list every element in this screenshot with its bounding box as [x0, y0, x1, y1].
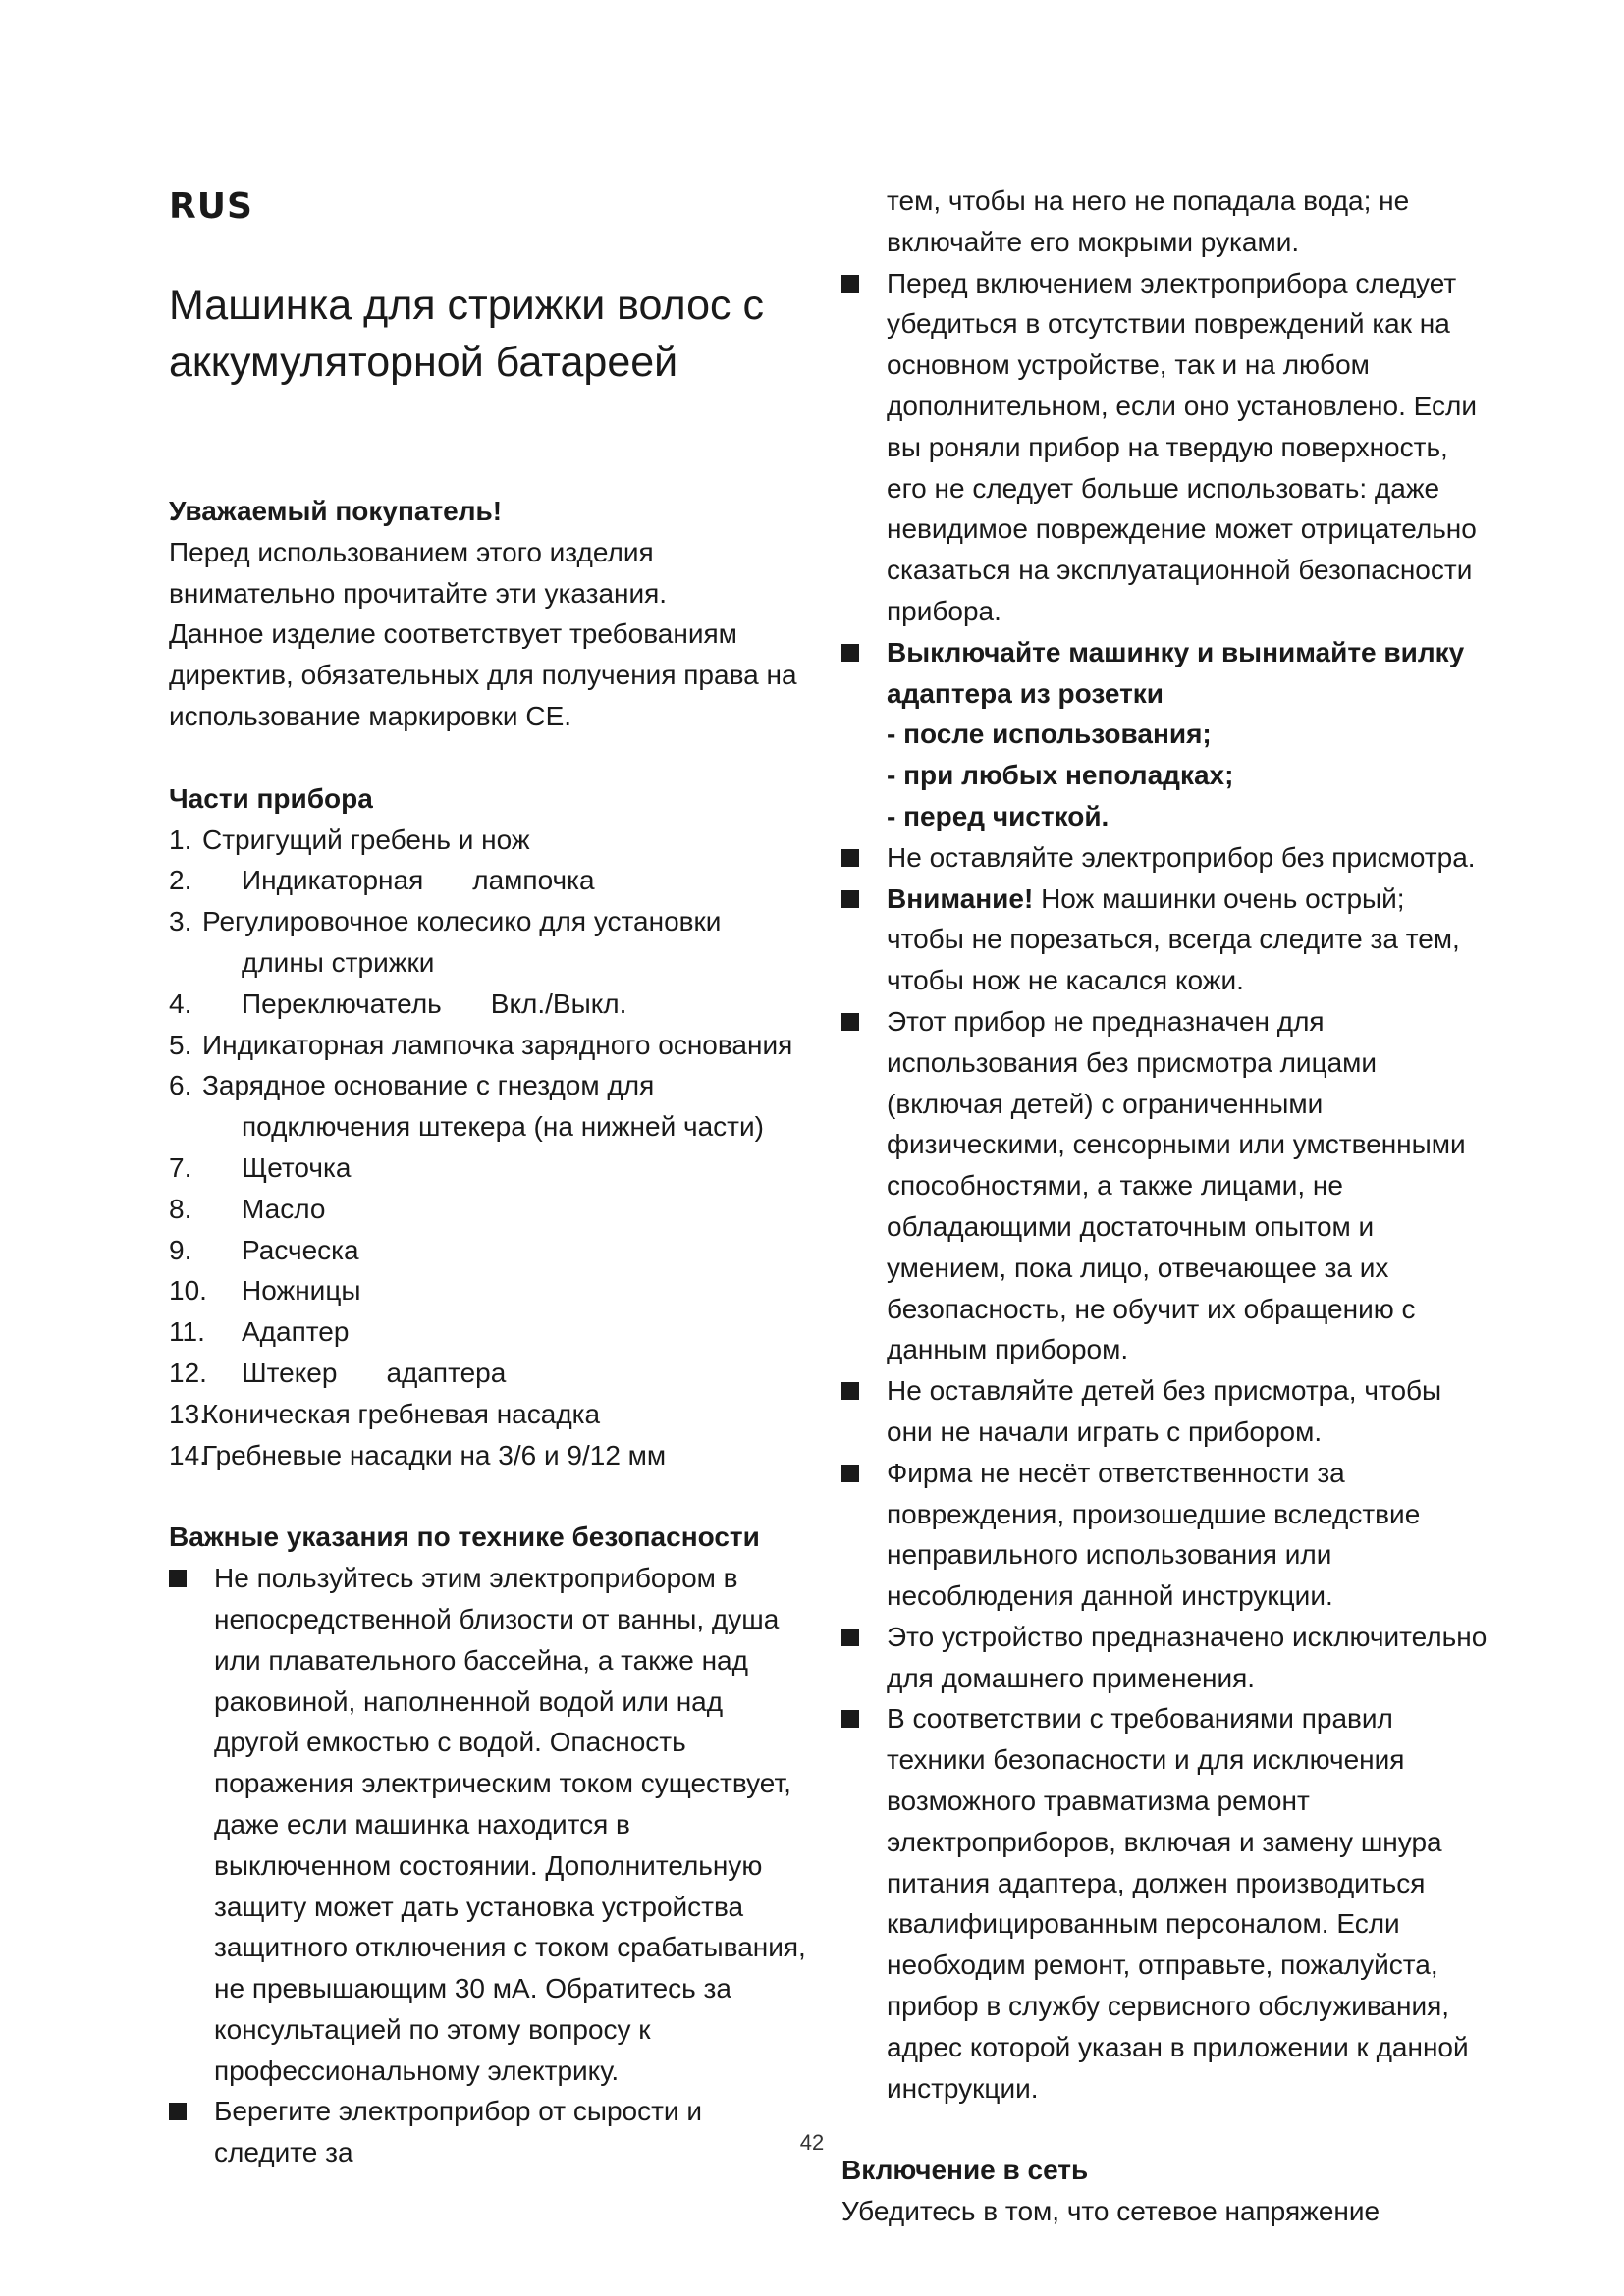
- intro-paragraph-2: Данное изделие соответствует требованиям директив, обязательных для получения права на использование маркировки CE.: [169, 618, 797, 731]
- safety-bullet-8: Не оставляйте детей без присмотра, чтобы они не начали играть с прибором.: [841, 1370, 1489, 1453]
- page-number: 42: [799, 2130, 825, 2155]
- warning-label: Внимание!: [887, 882, 1034, 914]
- bullet-square-icon: [841, 1710, 859, 1728]
- list-item: 11. Адаптер: [169, 1316, 350, 1348]
- page-title: Машинка для стрижки волос с аккумуляторной батареей: [169, 282, 764, 386]
- bullet-square-icon: [841, 1465, 859, 1482]
- safety-bullet-9: Фирма не несёт ответственности за повреждения, произошедшие вследствие неправильного использования или несоблюдения данной инструкции.: [841, 1453, 1489, 1617]
- safety-bullet-5: Не оставляйте электроприбор без присмотра.: [841, 837, 1489, 879]
- list-item: 14.Гребневые насадки на 3/6 и 9/12 мм: [169, 1439, 667, 1470]
- bullet-square-icon: [841, 1382, 859, 1400]
- dash-item: при любых неполадках;: [903, 760, 1234, 791]
- dash-item: перед чисткой.: [903, 800, 1110, 831]
- bullet-square-icon: [841, 849, 859, 867]
- power-heading: Включение в сеть: [841, 2155, 1089, 2186]
- list-item: 7. Щеточка: [169, 1151, 352, 1183]
- bullet-square-icon: [169, 1570, 187, 1587]
- left-column: [169, 491, 807, 2173]
- safety-bullet-11: В соответствии с требованиями правил техники безопасности и для исключения возможного травматизма ремонт электроприборов, включая и замену шнура питания адаптера, должен производиться квалифицированным персоналом. Если необходим ремонт, отправьте, пожалуйста, прибор в службу сервисного обслуживания, адрес которой указан в приложении к данной инструкции.: [841, 1698, 1489, 2109]
- safety-bullet-1: Не пользуйтесь этим электроприбором в непосредственной близости от ванны, душа или плавательного бассейна, а также над раковиной, наполненной водой или над другой емкостью с водой. Опасность поражения электрическим током существует, даже если машинка находится в выключенном состоянии. Дополнительную защиту может дать установка устройства защитного отключения с током срабатывания, не превышающим 30 мА. Обратитесь за консультацией по этому вопросу к профессиональному электрику.: [169, 1558, 807, 2091]
- list-item: 2. Индикаторная лампочка: [169, 865, 595, 896]
- list-item: 13.Коническая гребневая насадка: [169, 1398, 601, 1429]
- parts-list: [169, 820, 807, 1476]
- safety-bullet-2: Берегите электроприбор от сырости и следите за: [169, 2091, 807, 2173]
- list-item: 5. Индикаторная лампочка зарядного основания: [169, 1029, 793, 1060]
- parts-heading: Части прибора: [169, 782, 373, 814]
- safety-heading: Важные указания по технике безопасности: [169, 1522, 760, 1553]
- safety-bullet-6: Внимание! Нож машинки очень острый; чтобы не порезаться, всегда следите за тем, чтобы нож не касался кожи.: [841, 879, 1489, 1001]
- bullet-square-icon: [841, 1629, 859, 1646]
- bullet-square-icon: [841, 275, 859, 293]
- bullet-square-icon: [169, 2103, 187, 2120]
- list-item: 1. Стригущий гребень и нож: [169, 824, 530, 855]
- list-item: 3. Регулировочное колесико для установки длины стрижки: [169, 906, 722, 978]
- safety-bullet-3: Перед включением электроприбора следует убедиться в отсутствии повреждений как на основном устройстве, так и на любом дополнительном, если оно установлено. Если вы роняли прибор на твердую поверхность, его не следует больше использовать: даже невидимое повреждение может отрицательно сказаться на эксплуатационной безопасности прибора.: [841, 263, 1489, 632]
- list-item: 9. Расческа: [169, 1234, 359, 1265]
- right-column: [841, 181, 1489, 2232]
- safety-bullet-4: Выключайте машинку и вынимайте вилку адаптера из розетки - после использования; - при любых неполадках; - перед чисткой.: [841, 632, 1489, 837]
- intro-heading: Уважаемый покупатель!: [169, 496, 503, 526]
- bullet-square-icon: [841, 1013, 859, 1031]
- safety-bullet-2-continued: тем, чтобы на него не попадала вода; не включайте его мокрыми руками.: [887, 186, 1410, 257]
- power-paragraph: Убедитесь в том, что сетевое напряжение: [841, 2196, 1380, 2227]
- safety-bullet-10: Это устройство предназначено исключительно для домашнего применения.: [841, 1617, 1489, 1699]
- dash-item: после использования;: [903, 719, 1212, 750]
- list-item: 4. Переключатель Вкл./Выкл.: [169, 988, 627, 1019]
- list-item: 10. Ножницы: [169, 1275, 361, 1307]
- bullet-square-icon: [841, 890, 859, 908]
- intro-paragraph-1: Перед использованием этого изделия внимательно прочитайте эти указания.: [169, 536, 668, 609]
- bullet-square-icon: [841, 644, 859, 662]
- list-item: 12. Штекер адаптера: [169, 1357, 507, 1388]
- list-item: 8. Масло: [169, 1193, 326, 1224]
- list-item: 6. Зарядное основание с гнездом для подключения штекера (на нижней части): [169, 1070, 764, 1143]
- language-label: RUS: [169, 187, 253, 227]
- safety-bullet-7: Этот прибор не предназначен для использования без присмотра лицами (включая детей) с ограниченными физическими, сенсорными или умственными способностями, а также лицами, не обладающими достаточным опытом и умением, пока лицо, отвечающее за их безопасность, не обучит их обращению с данным прибором.: [841, 1001, 1489, 1370]
